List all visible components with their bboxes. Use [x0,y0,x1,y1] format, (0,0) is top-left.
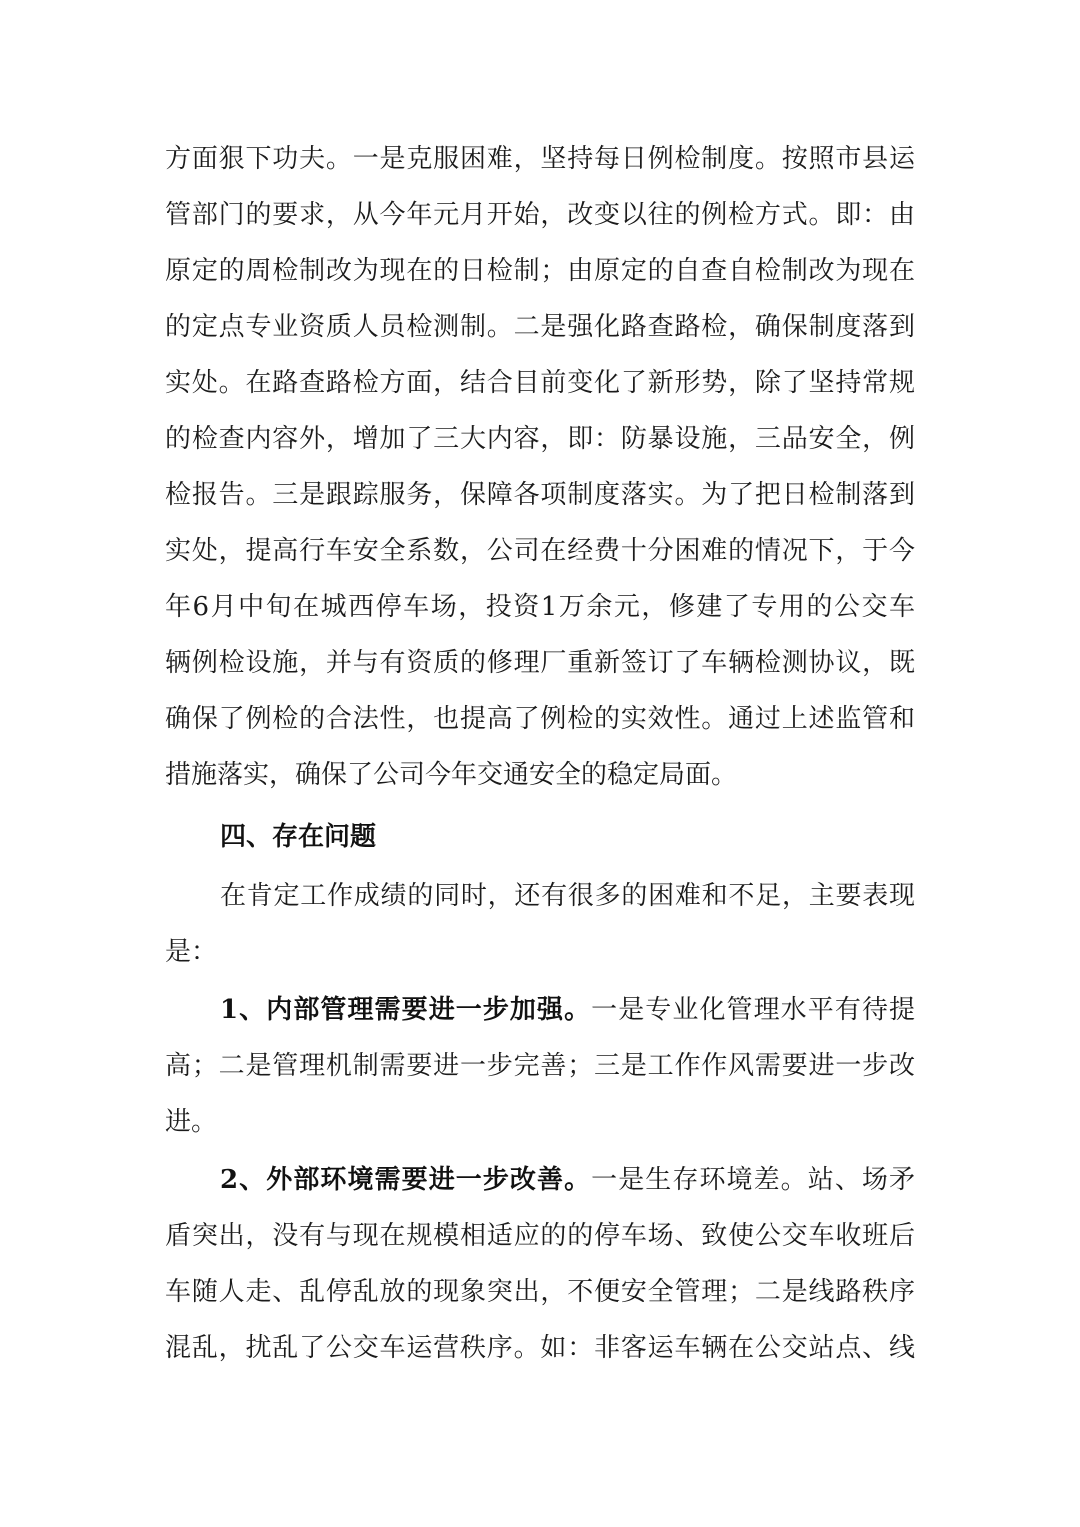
text-line: 年6月中旬在城西停车场，投资1万余元，修建了专用的公交车 [165,592,915,622]
text-line: 方面狠下功夫。一是克服困难，坚持每日例检制度。按照市县运 [165,144,915,174]
item-first-line [220,990,915,1030]
text-line: 的定点专业资质人员检测制。二是强化路查路检，确保制度落到 [165,312,915,342]
section-heading-text: 四、存在问题 [220,822,377,852]
text-line: 进。 [165,1107,218,1137]
text-line: 是： [165,937,218,967]
text-line: 混乱，扰乱了公交车运营秩序。如：非客运车辆在公交站点、线 [165,1333,915,1363]
text-line: 的检查内容外，增加了三大内容，即：防暴设施，三品安全，例 [165,424,915,454]
text-line: 高；二是管理机制需要进一步完善；三是工作作风需要进一步改 [165,1051,915,1081]
text-line: 在肯定工作成绩的同时，还有很多的困难和不足，主要表现 [220,881,915,911]
text-line: 措施落实，确保了公司今年交通安全的稳定局面。 [165,760,738,790]
item-text: 一是专业化管理水平有待提 [591,995,915,1025]
text-line: 盾突出，没有与现在规模相适应的的停车场、致使公交车收班后 [165,1221,915,1251]
item-title: 2、外部环境需要进一步改善。 [220,1165,592,1195]
text-line: 检报告。三是跟踪服务，保障各项制度落实。为了把日检制落到 [165,480,915,510]
text-line: 辆例检设施，并与有资质的修理厂重新签订了车辆检测协议，既 [165,648,915,678]
section-heading [220,817,915,857]
text-line: 确保了例检的合法性，也提高了例检的实效性。通过上述监管和 [165,704,915,734]
item-first-line [220,1160,915,1200]
text-line: 实处。在路查路检方面，结合目前变化了新形势，除了坚持常规 [165,368,915,398]
text-line: 管部门的要求，从今年元月开始，改变以往的例检方式。即：由 [165,200,915,230]
item-title: 1、内部管理需要进一步加强。 [220,995,592,1025]
text-line: 实处，提高行车安全系数，公司在经费十分困难的情况下，于今 [165,536,915,566]
text-line: 原定的周检制改为现在的日检制；由原定的自查自检制改为现在 [165,256,915,286]
item-text: 一是生存环境差。站、场矛 [591,1165,915,1195]
text-line: 车随人走、乱停乱放的现象突出，不便安全管理；二是线路秩序 [165,1277,915,1307]
